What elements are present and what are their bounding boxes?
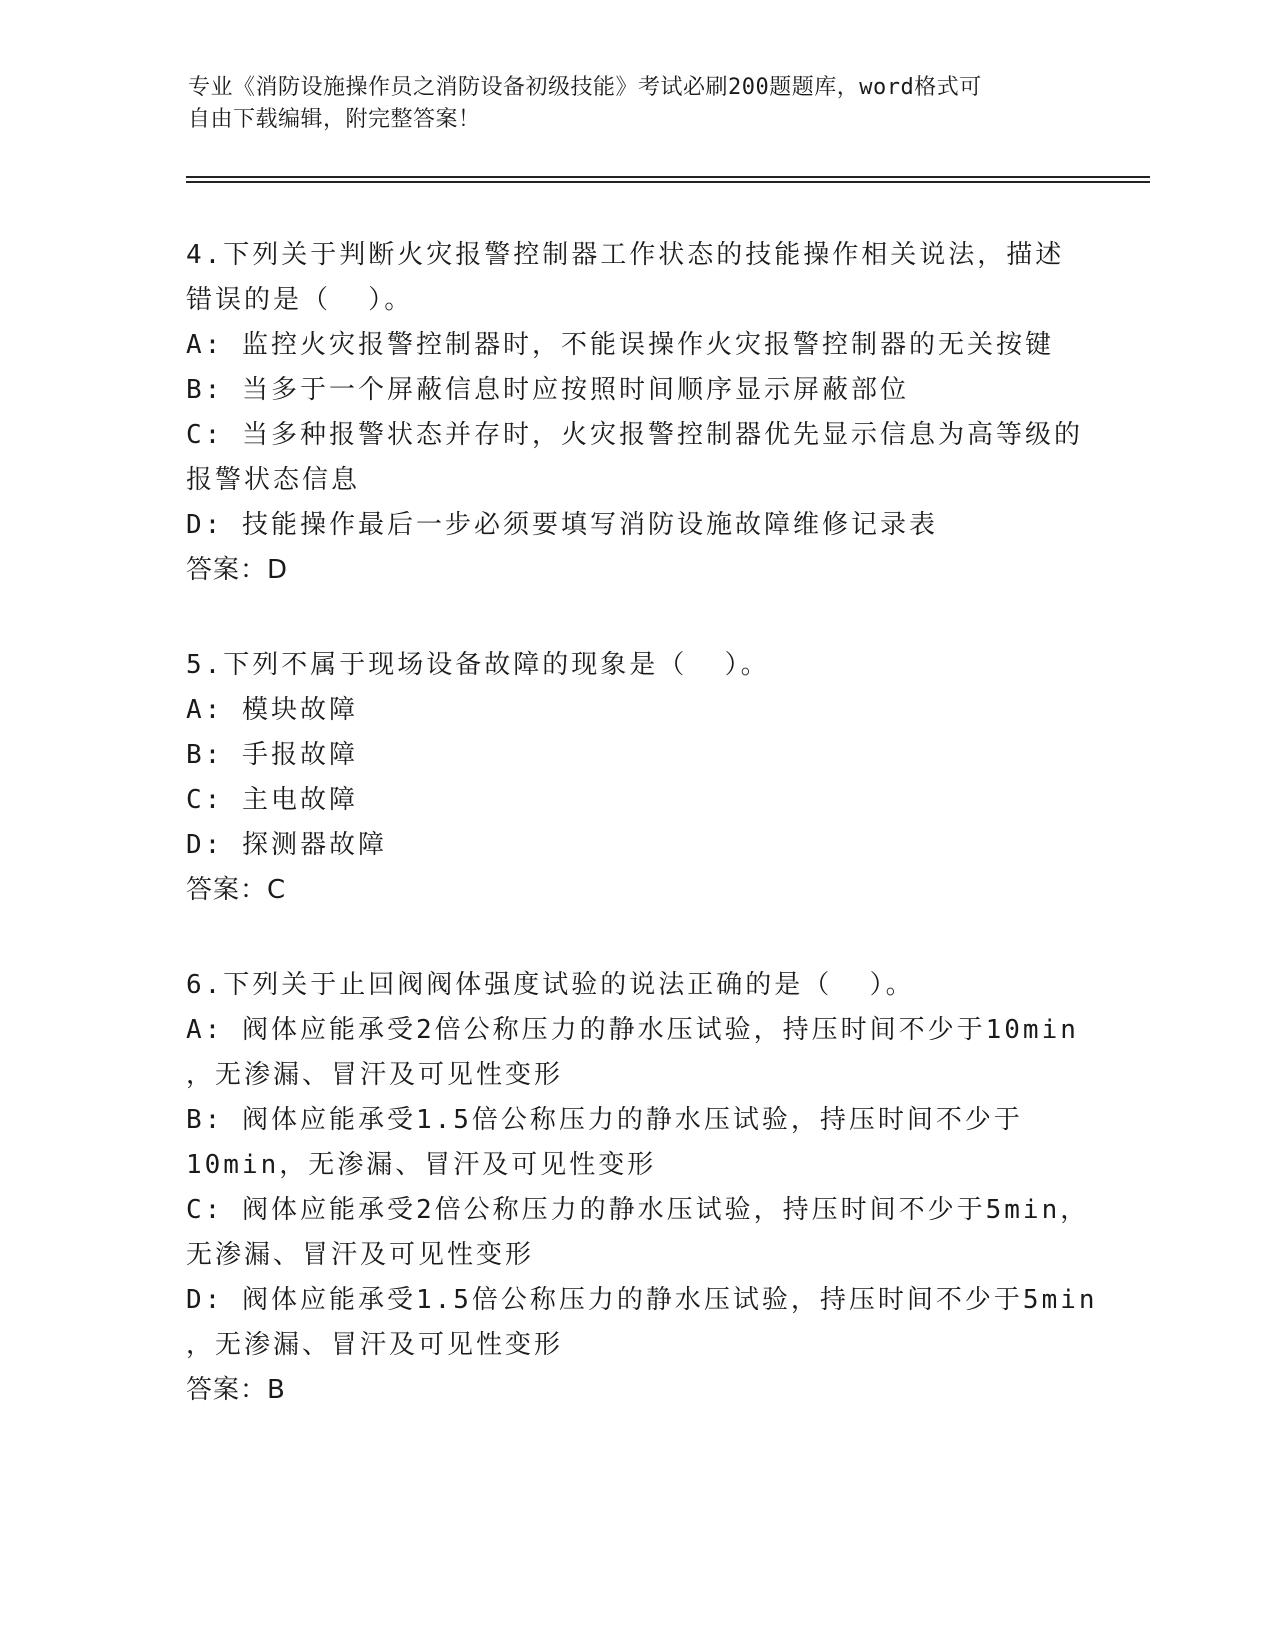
answer-label: 答案：B: [186, 1375, 286, 1405]
divider-line-top: [186, 176, 1150, 178]
question-stem-line: 5.下列不属于现场设备故障的现象是（ ）。: [186, 650, 770, 680]
document-header: [188, 72, 1068, 136]
option-b: B: 当多于一个屏蔽信息时应按照时间顺序显示屏蔽部位: [186, 375, 909, 405]
option-d: D: 阀体应能承受1.5倍公称压力的静水压试验，持压时间不少于5min: [186, 1285, 1098, 1315]
option-a-continued: ，无渗漏、冒汗及可见性变形: [186, 1060, 564, 1090]
option-d-continued: ，无渗漏、冒汗及可见性变形: [186, 1330, 564, 1360]
question-6: [186, 963, 1098, 1413]
option-c: C: 阀体应能承受2倍公称压力的静水压试验，持压时间不少于5min，: [186, 1195, 1090, 1225]
question-4: [186, 233, 1086, 593]
option-c: C: 当多种报警状态并存时，火灾报警控制器优先显示信息为高等级的: [186, 420, 1083, 450]
option-b: B: 阀体应能承受1.5倍公称压力的静水压试验，持压时间不少于: [186, 1105, 1023, 1135]
header-line-2: 自由下载编辑，附完整答案！: [188, 107, 481, 132]
question-stem-line: 6.下列关于止回阀阀体强度试验的说法正确的是（ ）。: [186, 970, 915, 1000]
option-a: A: 模块故障: [186, 695, 358, 725]
question-stem-line: 错误的是（ ）。: [186, 285, 414, 315]
header-divider: [186, 176, 1150, 184]
option-c-continued: 报警状态信息: [186, 465, 361, 495]
answer-label: 答案：D: [186, 555, 289, 585]
option-c-continued: 无渗漏、冒汗及可见性变形: [186, 1240, 535, 1270]
option-d: D: 探测器故障: [186, 830, 387, 860]
option-b-continued: 10min，无渗漏、冒汗及可见性变形: [186, 1150, 657, 1180]
divider-line-bottom: [186, 181, 1150, 183]
option-a: A: 监控火灾报警控制器时，不能误操作火灾报警控制器的无关按键: [186, 330, 1054, 360]
question-5: [186, 643, 1086, 913]
option-b: B: 手报故障: [186, 740, 358, 770]
answer-label: 答案：C: [186, 875, 287, 905]
option-c: C: 主电故障: [186, 785, 358, 815]
option-a: A: 阀体应能承受2倍公称压力的静水压试验，持压时间不少于10min: [186, 1015, 1079, 1045]
option-d: D: 技能操作最后一步必须要填写消防设施故障维修记录表: [186, 510, 938, 540]
question-stem-line: 4.下列关于判断火灾报警控制器工作状态的技能操作相关说法，描述: [186, 240, 1065, 270]
header-line-1: 专业《消防设施操作员之消防设备初级技能》考试必刷200题题库，word格式可: [188, 75, 982, 100]
